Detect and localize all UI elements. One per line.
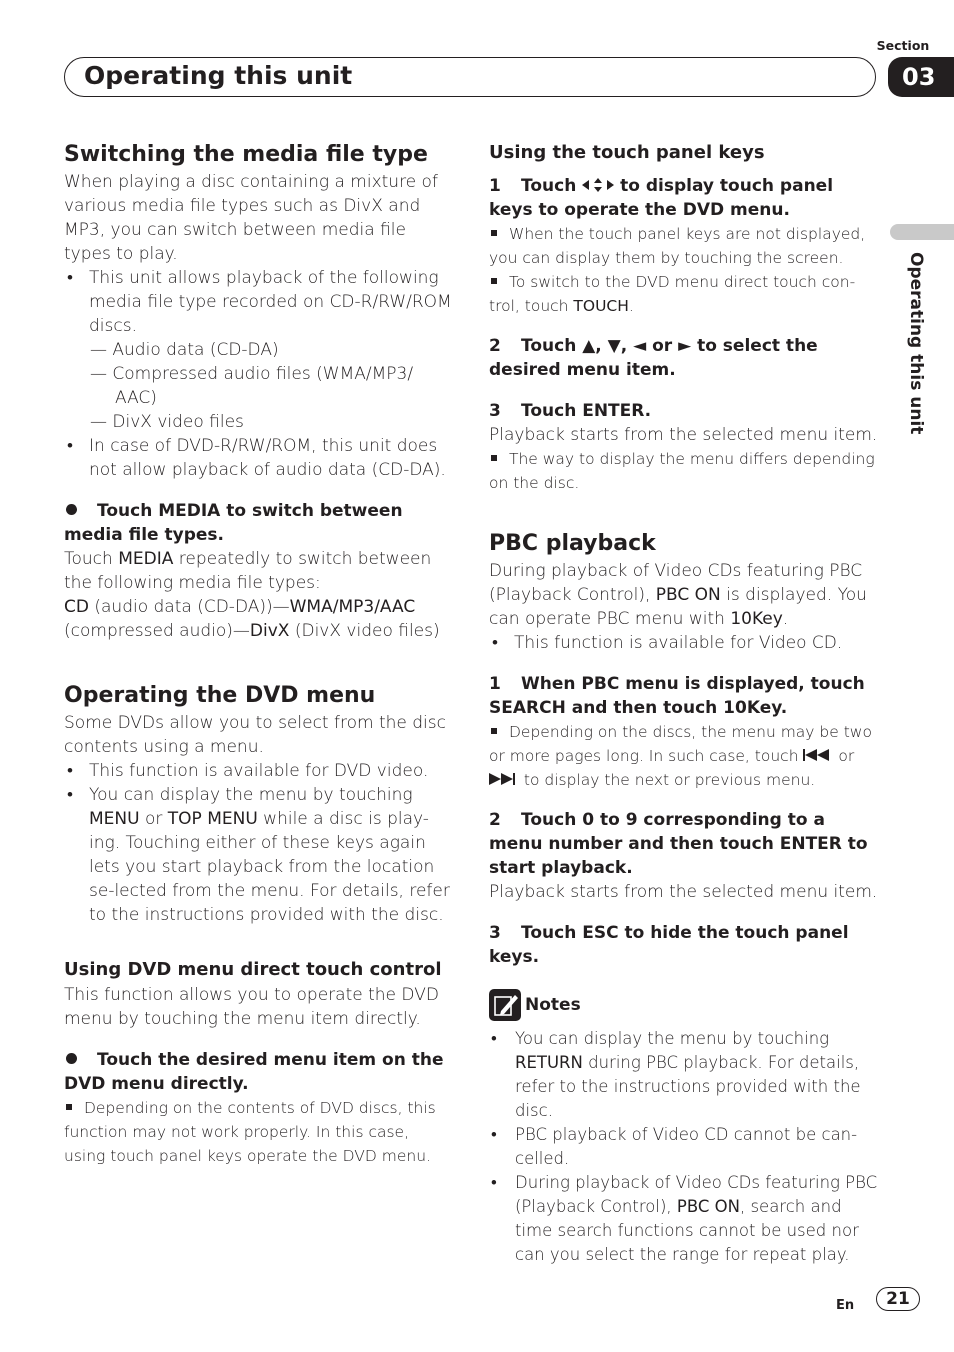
- side-tab-marker: [890, 224, 954, 240]
- note-square-icon: [491, 455, 497, 461]
- dvd-menu-bullet-1: • This function is available for DVD video.: [64, 759, 454, 783]
- touch-keys-step-3: 3 Touch ENTER.: [489, 401, 652, 421]
- media-step-text: Touch MEDIA to switch between media file types.: [64, 501, 403, 545]
- dvd-menu-intro: Some DVDs allow you to select from the disc contents using a menu.: [64, 713, 446, 757]
- step-dot-icon: [66, 504, 77, 515]
- heading-media-file-type: Switching the media file type: [64, 142, 428, 167]
- pbc-step-2-body: Playback starts from the selected menu item.: [489, 882, 878, 902]
- next-track-icon: [489, 773, 519, 785]
- media-dash-3: — DivX video files: [90, 412, 244, 432]
- note-item-2: • PBC playback of Video CD cannot be can-celled.: [489, 1123, 879, 1171]
- pbc-note-1: Depending on the discs, the menu may be two or more pages long. In such case, touch or to display the next or previous menu.: [489, 723, 872, 789]
- section-label: Section: [876, 38, 930, 53]
- direct-touch-step-text: Touch the desired menu item on the DVD menu directly.: [64, 1050, 444, 1094]
- note-item-3: • During playback of Video CDs featuring PBC (Playback Control), PBC ON, search and time search functions cannot be used nor can you select the range for repeat play.: [489, 1171, 879, 1267]
- media-bullet-1: • This unit allows playback of the following media file type recorded on CD-R/RW/ROM discs.: [64, 266, 454, 338]
- touch-keys-step-2: 2 Touch ▲, ▼, ◄ or ► to select the desired menu item.: [489, 336, 818, 380]
- touch-keys-step-3-body: Playback starts from the selected menu item.: [489, 425, 878, 445]
- pbc-step-1: 1 When PBC menu is displayed, touch SEARCH and then touch 10Key.: [489, 674, 865, 718]
- note-square-icon: [491, 230, 497, 236]
- note-square-icon: [491, 728, 497, 734]
- previous-track-icon: [803, 749, 833, 761]
- note-item-1: • You can display the menu by touching RETURN during PBC playback. For details, refer to the instructions provided with the disc.: [489, 1027, 879, 1123]
- pbc-step-2: 2 Touch 0 to 9 corresponding to a menu number and then touch ENTER to start playback.: [489, 810, 868, 878]
- pbc-bullet-1: • This function is available for Video CD.: [489, 631, 879, 655]
- heading-pbc-playback: PBC playback: [489, 531, 656, 556]
- page-title: Operating this unit: [84, 61, 353, 90]
- step-dot-icon: [66, 1053, 77, 1064]
- media-bullet-2: • In case of DVD-R/RW/ROM, this unit does not allow playback of audio data (CD-DA).: [64, 434, 454, 482]
- page-number: 21: [876, 1287, 920, 1311]
- right-column: [489, 140, 879, 1267]
- dvd-menu-bullet-2: • You can display the menu by touching MENU or TOP MENU while a disc is play-ing. Touching either of these keys again lets you start playback from the location se-lected from the menu. For details, refer to the instructions provided with the disc.: [64, 783, 454, 927]
- pencil-note-icon: [489, 989, 521, 1021]
- note-square-icon: [66, 1104, 72, 1110]
- touch-keys-step-1: 1 Touch to display touch panel keys to operate the DVD menu.: [489, 176, 834, 220]
- pbc-intro: During playback of Video CDs featuring PBC (Playback Control), PBC ON is displayed. You can operate PBC menu with 10Key.: [489, 561, 867, 629]
- left-column: [64, 140, 454, 1168]
- touch-keys-note-1: When the touch panel keys are not displayed, you can display them by touching the screen.: [489, 225, 866, 267]
- note-square-icon: [491, 278, 497, 284]
- heading-touch-keys: Using the touch panel keys: [489, 142, 765, 163]
- touch-keys-note-2: To switch to the DVD menu direct touch con-trol, touch TOUCH.: [489, 273, 856, 315]
- media-intro: When playing a disc containing a mixture of various media file types such as DivX and MP3, you can switch between media file types to play.: [64, 172, 438, 264]
- navigation-arrows-icon: [582, 178, 614, 192]
- direct-touch-step: [64, 1048, 454, 1096]
- notes-heading: [489, 989, 879, 1021]
- touch-keys-note-3: The way to display the menu differs depending on the disc.: [489, 450, 875, 492]
- media-dash-2: — Compressed audio files (WMA/MP3/ AAC): [90, 364, 414, 408]
- direct-touch-intro: This function allows you to operate the DVD menu by touching the menu item directly.: [64, 985, 439, 1029]
- heading-direct-touch: Using DVD menu direct touch control: [64, 959, 442, 980]
- side-tab-label: Operating this unit: [906, 252, 926, 435]
- media-step: [64, 499, 454, 547]
- notes-heading-text: Notes: [525, 995, 581, 1015]
- language-label: En: [836, 1298, 855, 1313]
- pbc-step-3: 3 Touch ESC to hide the touch panel keys.: [489, 923, 849, 967]
- direct-touch-note: Depending on the contents of DVD discs, this function may not work properly. In this case, using touch panel keys operate the DVD menu.: [64, 1099, 436, 1165]
- media-dash-1: — Audio data (CD-DA): [90, 340, 279, 360]
- media-body: Touch MEDIA repeatedly to switch between the following media file types: CD (audio data (CD-DA))—WMA/MP3/AAC (compressed audio)—DivX (DivX video files): [64, 549, 440, 641]
- section-number-badge: 03: [888, 57, 954, 97]
- heading-dvd-menu: Operating the DVD menu: [64, 683, 376, 708]
